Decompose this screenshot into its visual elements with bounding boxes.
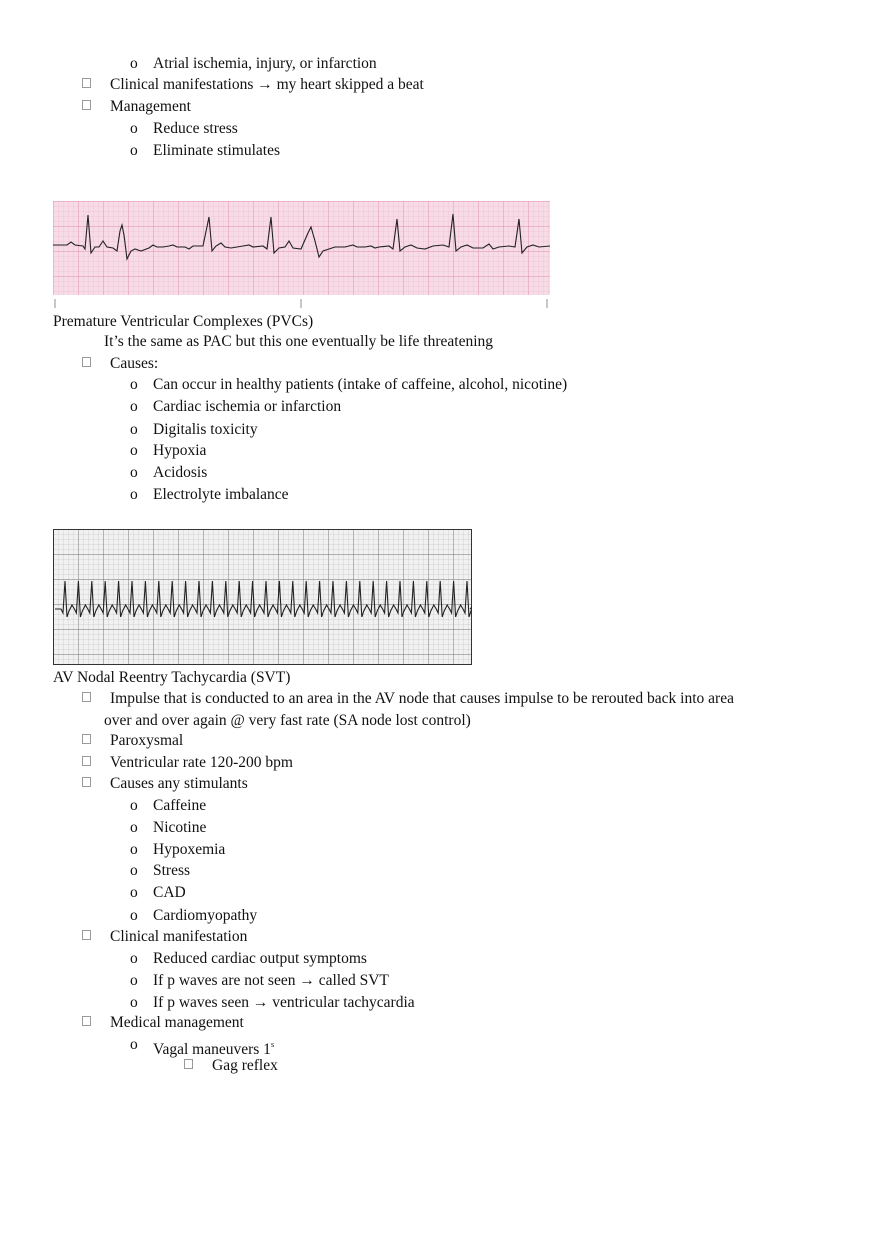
list-item: Clinical manifestation (110, 928, 248, 945)
list-item: Eliminate stimulates (153, 142, 280, 159)
bullet-icon (82, 1016, 91, 1026)
section-description: It’s the same as PAC but this one eventually be life threatening (104, 333, 493, 350)
list-item: Medical management (110, 1014, 244, 1031)
pvc-ecg-strip (53, 201, 550, 309)
svt-ecg-strip (53, 529, 472, 665)
list-item: Clinical manifestations → my heart skipped a beat (110, 76, 424, 93)
sub-bullet: o (130, 950, 138, 967)
list-item: Ventricular rate 120-200 bpm (110, 754, 293, 771)
sub-bullet: o (130, 376, 138, 393)
vagal-text: Vagal maneuvers 1 (153, 1041, 271, 1058)
list-item: Acidosis (153, 464, 208, 481)
list-item: Reduced cardiac output symptoms (153, 950, 367, 967)
list-item: Caffeine (153, 797, 207, 814)
bullet-icon (82, 777, 91, 787)
sub-bullet: o (130, 486, 138, 503)
list-item: Stress (153, 862, 191, 879)
list-item: Paroxysmal (110, 732, 184, 749)
bullet-icon (82, 100, 91, 110)
sub-bullet: o (130, 884, 138, 901)
sub-bullet: o (130, 862, 138, 879)
sub-bullet: o (130, 142, 138, 159)
sub-bullet: o (130, 907, 138, 924)
list-item: CAD (153, 884, 186, 901)
bullet-icon (82, 756, 91, 766)
list-item: Causes: (110, 355, 159, 372)
bullet-icon (82, 734, 91, 744)
list-item: If p waves seen → ventricular tachycardia (153, 994, 415, 1011)
list-item: Electrolyte imbalance (153, 486, 289, 503)
list-item (153, 1036, 274, 1059)
sub-bullet: o (130, 797, 138, 814)
list-item: Hypoxia (153, 442, 207, 459)
sub-bullet: o (130, 1036, 138, 1053)
list-item-continuation: over and over again @ very fast rate (SA node lost control) (104, 712, 471, 729)
list-item: Nicotine (153, 819, 207, 836)
list-item: Cardiomyopathy (153, 907, 258, 924)
bullet-icon (82, 78, 91, 88)
list-item: Impulse that is conducted to an area in the AV node that causes impulse to be rerouted back into area (110, 690, 734, 707)
section-title: AV Nodal Reentry Tachycardia (SVT) (53, 669, 291, 686)
sub-bullet: o (130, 398, 138, 415)
list-item: Atrial ischemia, injury, or infarction (153, 55, 377, 72)
list-item: Management (110, 98, 191, 115)
section-title: Premature Ventricular Complexes (PVCs) (53, 313, 314, 330)
sub-bullet: o (130, 55, 138, 72)
sub-bullet: o (130, 994, 138, 1011)
list-item: If p waves are not seen → called SVT (153, 972, 389, 989)
list-item: Digitalis toxicity (153, 421, 258, 438)
sub-bullet: o (130, 120, 138, 137)
bullet-icon (184, 1059, 193, 1069)
sub-bullet: o (130, 464, 138, 481)
sub-bullet: o (130, 421, 138, 438)
bullet-icon (82, 930, 91, 940)
sub-bullet: o (130, 841, 138, 858)
list-item: Hypoxemia (153, 841, 226, 858)
list-item: Can occur in healthy patients (intake of caffeine, alcohol, nicotine) (153, 376, 568, 393)
bullet-icon (82, 357, 91, 367)
sub-bullet: o (130, 819, 138, 836)
sub-bullet: o (130, 442, 138, 459)
list-item: Cardiac ischemia or infarction (153, 398, 342, 415)
bullet-icon (82, 692, 91, 702)
list-item: Causes any stimulants (110, 775, 248, 792)
sub-bullet: o (130, 972, 138, 989)
list-item: Gag reflex (212, 1057, 278, 1074)
vagal-superscript: s (270, 1040, 275, 1049)
list-item: Reduce stress (153, 120, 238, 137)
